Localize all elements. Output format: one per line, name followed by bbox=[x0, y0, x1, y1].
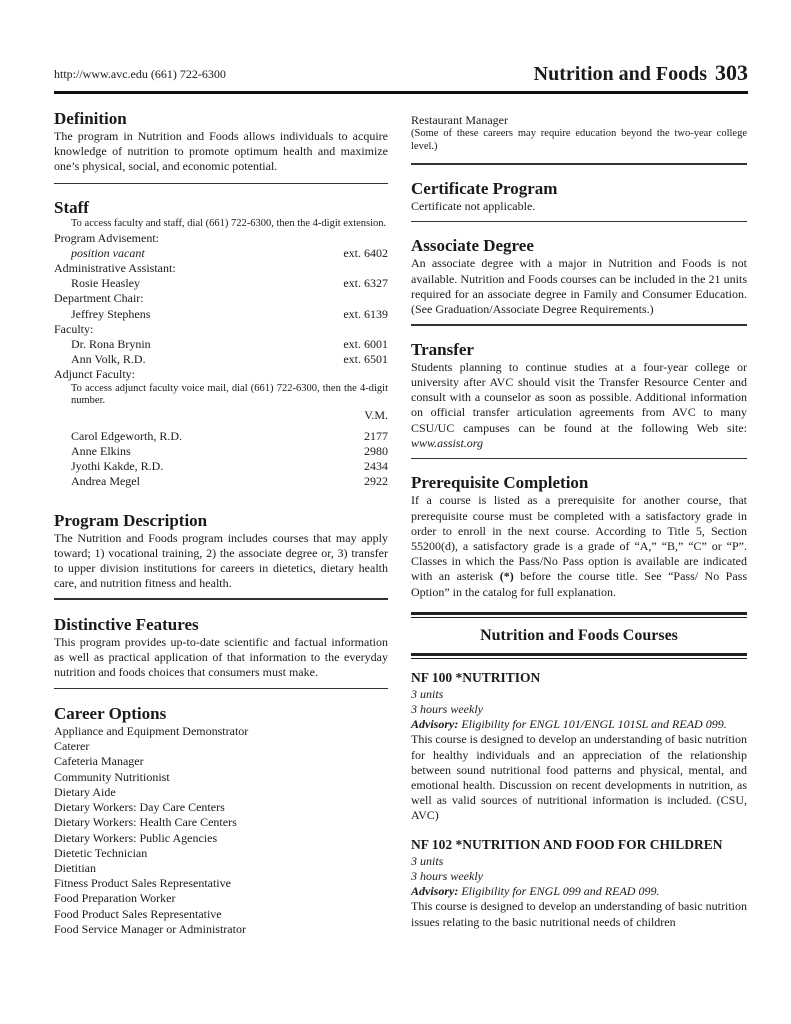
staff-member bbox=[54, 276, 388, 291]
distinctive-features-heading: Distinctive Features bbox=[54, 614, 199, 634]
left-column bbox=[54, 108, 388, 937]
staff-group-admin bbox=[54, 261, 388, 291]
associate-heading: Associate Degree bbox=[411, 236, 534, 256]
divider bbox=[411, 458, 747, 460]
staff-group-adjunct bbox=[54, 367, 388, 489]
certificate-section bbox=[411, 178, 747, 214]
staff-member-name: Jeffrey Stephens bbox=[71, 306, 151, 321]
course-description: This course is designed to develop an understanding of basic nutrition for healthy individuals and an appreciation of the relationship between sound nutritional food patterns and physical, mental, and emotional health. Discussion on recent developments in nutrition, as well as valid sources of nutritional information is included. (CSU, AVC) bbox=[411, 732, 747, 823]
adjunct-member-vm: 2922 bbox=[364, 474, 388, 489]
list-item: Fitness Product Sales Representative bbox=[54, 876, 231, 891]
divider bbox=[411, 163, 747, 165]
prerequisite-body-end: before the course title. See “Pass/ No Pass Option” in the catalog for full explanation. bbox=[411, 569, 747, 599]
list-item: Dietary Workers: Public Agencies bbox=[54, 830, 218, 845]
staff-member bbox=[54, 307, 388, 322]
adjunct-member-name: Andrea Megel bbox=[71, 474, 140, 489]
list-item: Food Preparation Worker bbox=[54, 891, 176, 906]
staff-member-name: position vacant bbox=[71, 245, 145, 260]
list-item: Appliance and Equipment Demonstrator bbox=[54, 724, 249, 739]
staff-member-ext: ext. 6327 bbox=[343, 276, 388, 291]
definition-text: The program in Nutrition and Foods allows individuals to acquire knowledge of nutrition to promote optimum health and maximize one’s physical, social, and economic potential. bbox=[54, 129, 388, 174]
adjunct-member-name: Anne Elkins bbox=[71, 444, 131, 459]
courses-bottom-rule-thin bbox=[411, 658, 747, 659]
staff-role: Department Chair: bbox=[54, 291, 144, 306]
staff-section bbox=[54, 197, 388, 490]
definition-heading: Definition bbox=[54, 109, 127, 128]
staff-member bbox=[54, 337, 388, 352]
courses-bottom-rule bbox=[411, 653, 747, 656]
adjunct-member-vm: 2434 bbox=[364, 459, 388, 474]
program-description-section bbox=[54, 510, 388, 592]
staff-member-ext: ext. 6402 bbox=[343, 245, 388, 260]
header-url-phone: http://www.avc.edu (661) 722-6300 bbox=[54, 67, 226, 81]
course-hours: 3 hours weekly bbox=[411, 702, 483, 717]
adjunct-member bbox=[54, 429, 388, 444]
list-item: Community Nutritionist bbox=[54, 769, 170, 784]
advisory-text: Eligibility for ENGL 101/ENGL 101SL and READ 099. bbox=[458, 717, 727, 732]
adjunct-member bbox=[54, 444, 388, 459]
transfer-section bbox=[411, 339, 747, 451]
prerequisite-text bbox=[411, 493, 747, 599]
distinctive-features-section bbox=[54, 614, 388, 681]
staff-group-chair bbox=[54, 291, 388, 321]
advisory-label: Advisory: bbox=[411, 884, 459, 899]
career-continued-item: Restaurant Manager bbox=[411, 113, 508, 127]
list-item: Food Service Manager or Administrator bbox=[54, 921, 246, 936]
staff-member-ext: ext. 6001 bbox=[343, 337, 388, 352]
list-item: Dietetic Technician bbox=[54, 845, 148, 860]
career-options-section bbox=[54, 703, 388, 937]
right-column bbox=[411, 113, 747, 930]
adjunct-member-vm: 2980 bbox=[364, 444, 388, 459]
certificate-heading: Certificate Program bbox=[411, 178, 558, 198]
page-number: 303 bbox=[715, 60, 748, 85]
transfer-text bbox=[411, 360, 747, 451]
associate-text: An associate degree with a major in Nutrition and Foods is not available. Nutrition and Foods courses can be included in the 21 units required for an associate degree in Family and Consumer Education. (See Graduation/Associate Degree Requirements.) bbox=[411, 256, 747, 317]
staff-role: Program Advisement: bbox=[54, 230, 159, 245]
header-rule bbox=[54, 91, 748, 94]
staff-heading: Staff bbox=[54, 198, 89, 218]
staff-member-name: Ann Volk, R.D. bbox=[71, 352, 146, 367]
course-advisory bbox=[411, 884, 747, 899]
course-hours: 3 hours weekly bbox=[411, 868, 483, 883]
staff-member-name: Dr. Rona Brynin bbox=[71, 337, 151, 352]
course-units: 3 units bbox=[411, 686, 444, 701]
list-item: Cafeteria Manager bbox=[54, 754, 144, 769]
course-description: This course is designed to develop an understanding of basic nutrition issues relating to the basic nutritional needs of children bbox=[411, 899, 747, 929]
courses-top-rule bbox=[411, 612, 747, 615]
staff-group-advisement bbox=[54, 231, 388, 261]
staff-role: Administrative Assistant: bbox=[54, 261, 176, 276]
staff-role: Adjunct Faculty: bbox=[54, 367, 135, 382]
adjunct-member bbox=[54, 459, 388, 474]
staff-member-ext: ext. 6501 bbox=[343, 352, 388, 367]
staff-group-faculty bbox=[54, 322, 388, 368]
courses-heading: Nutrition and Foods Courses bbox=[480, 626, 678, 644]
prerequisite-body: If a course is listed as a prerequisite for another course, that prerequisite course must be completed with a satisfactory grade in order to enroll in the next course. According to Title 5, Section 55200(d), a satisfactory grade is a grade of “A,” “B,” “C” or “P”. Classes in which the Pass/No Pass option is available are indicated with an asterisk bbox=[411, 493, 747, 584]
course-title: NF 102 *NUTRITION AND FOOD FOR CHILDREN bbox=[411, 836, 723, 852]
program-description-heading: Program Description bbox=[54, 510, 208, 530]
definition-section bbox=[54, 108, 388, 175]
staff-member bbox=[54, 352, 388, 367]
career-options-heading: Career Options bbox=[54, 704, 167, 724]
list-item: Dietary Workers: Health Care Centers bbox=[54, 815, 237, 830]
transfer-heading: Transfer bbox=[411, 339, 474, 359]
adjunct-note: To access adjunct faculty voice mail, dial (661) 722-6300, then the 4-digit number. bbox=[71, 382, 388, 407]
course-advisory bbox=[411, 717, 747, 732]
assist-link[interactable]: www.assist.org bbox=[411, 435, 484, 450]
advisory-text: Eligibility for ENGL 099 and READ 099. bbox=[458, 884, 660, 899]
list-item: Caterer bbox=[54, 739, 90, 754]
prerequisite-heading: Prerequisite Completion bbox=[411, 473, 589, 493]
divider bbox=[411, 221, 747, 223]
divider bbox=[411, 324, 747, 326]
page-title bbox=[534, 60, 748, 86]
course-entry bbox=[411, 836, 747, 930]
page-header bbox=[54, 60, 748, 92]
career-options-list bbox=[54, 724, 388, 937]
staff-member-ext: ext. 6139 bbox=[343, 306, 388, 321]
list-item: Dietary Aide bbox=[54, 784, 116, 799]
transfer-body: Students planning to continue studies at a four-year college or university after AVC should visit the Transfer Resource Center and consult with a counselor as soon as possible. Additional information on official transfer articulation agreements from AVC to many CSU/UC campuses can be found at the following Web site: bbox=[411, 359, 747, 435]
staff-note: To access faculty and staff, dial (661) 722-6300, then the 4-digit extension. bbox=[71, 218, 387, 230]
staff-member bbox=[54, 246, 388, 261]
adjunct-member bbox=[54, 474, 388, 489]
course-units: 3 units bbox=[411, 853, 444, 868]
course-entry bbox=[411, 669, 747, 824]
prerequisite-section bbox=[411, 472, 747, 599]
staff-role: Faculty: bbox=[54, 321, 94, 336]
divider bbox=[54, 688, 388, 690]
adjunct-member-name: Carol Edgeworth, R.D. bbox=[71, 428, 182, 443]
course-title: NF 100 *NUTRITION bbox=[411, 669, 541, 685]
staff-member-name: Rosie Heasley bbox=[71, 276, 140, 291]
divider bbox=[54, 183, 388, 185]
career-note: (Some of these careers may require education beyond the two-year college level.) bbox=[411, 128, 747, 152]
divider bbox=[54, 598, 388, 600]
asterisk-marker: (*) bbox=[499, 569, 514, 584]
advisory-label: Advisory: bbox=[411, 717, 459, 732]
adjunct-member-vm: 2177 bbox=[364, 428, 388, 443]
adjunct-member-name: Jyothi Kakde, R.D. bbox=[71, 459, 164, 474]
page-title-text: Nutrition and Foods bbox=[533, 63, 707, 85]
list-item: Dietary Workers: Day Care Centers bbox=[54, 800, 225, 815]
list-item: Dietitian bbox=[54, 860, 96, 875]
adjunct-vm-header: V.M. bbox=[364, 407, 388, 422]
distinctive-features-text: This program provides up-to-date scientific and factual information as well as practical application of that information to the everyday nutrition and foods choices that consumers must make. bbox=[54, 634, 388, 680]
certificate-text: Certificate not applicable. bbox=[411, 198, 536, 213]
associate-section bbox=[411, 235, 747, 317]
program-description-text: The Nutrition and Foods program includes courses that may apply toward; 1) vocational training, 2) the associate degree or, 3) transfer to upper division institutions for careers in dietetics, dietary health care, and nutrition fitness and health. bbox=[54, 530, 388, 591]
list-item: Food Product Sales Representative bbox=[54, 906, 222, 921]
